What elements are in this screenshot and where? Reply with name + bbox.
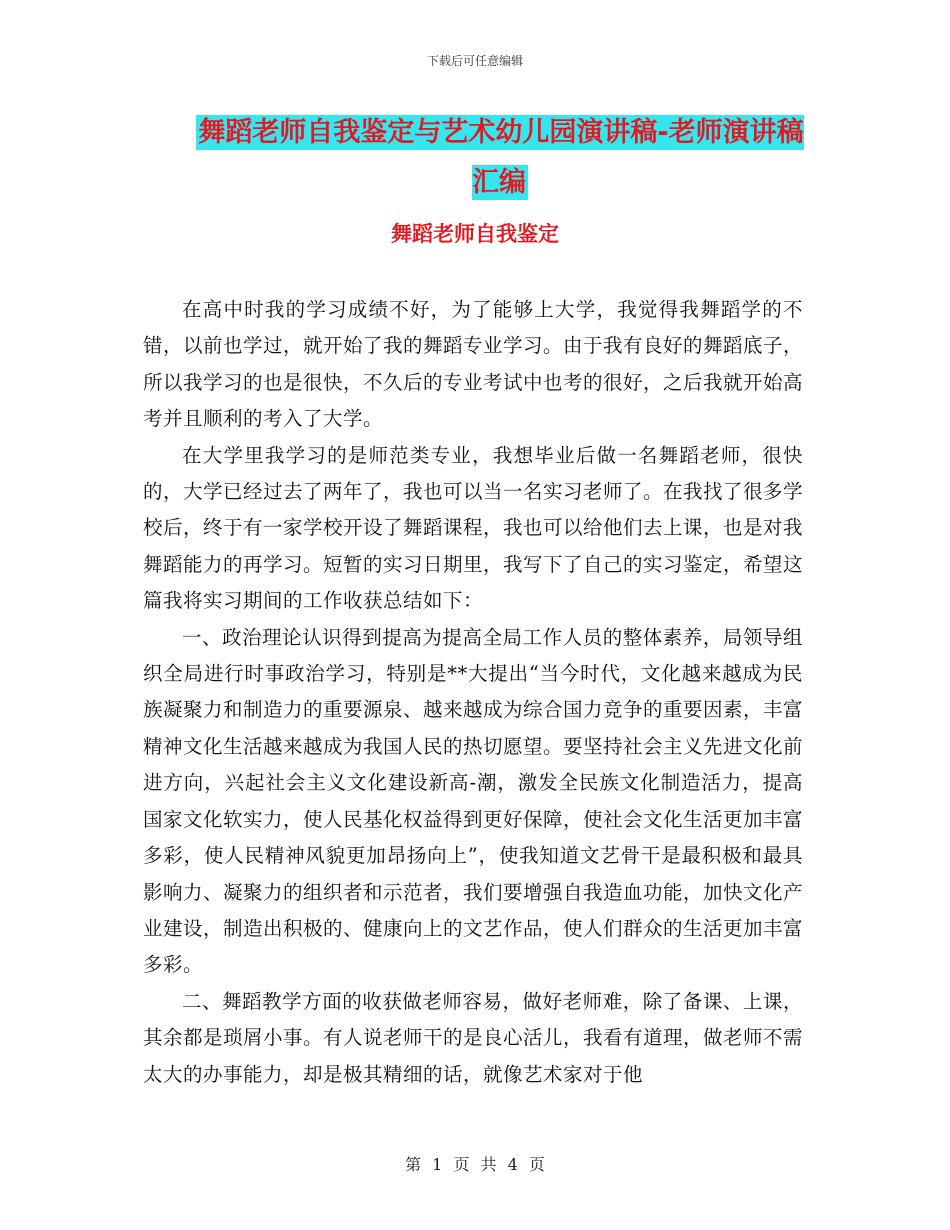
document-title-text: 舞蹈老师自我鉴定与艺术幼儿园演讲稿-老师演讲稿汇编: [198, 117, 804, 198]
document-body: [143, 292, 803, 1093]
paragraph: 二、舞蹈教学方面的收获做老师容易，做好老师难，除了备课、上课，其余都是琐屑小事。有人说老师干的是良心活儿，我看有道理，做老师不需太大的办事能力，却是极其精细的话，就像艺术家对于他: [143, 989, 804, 1086]
section-heading: 舞蹈老师自我鉴定: [391, 222, 559, 246]
header-note: 下载后可任意编辑: [426, 54, 523, 68]
document-title: [185, 108, 815, 208]
paragraph: 在大学里我学习的是师范类专业，我想毕业后做一名舞蹈老师，很快的，大学已经过去了两年了，我也可以当一名实习老师了。在我找了很多学校后，终于有一家学校开设了舞蹈课程，我也可以给他们去上课，也是对我舞蹈能力的再学习。短暂的实习日期里，我写下了自己的实习鉴定，希望这篇我将实习期间的工作收获总结如下：: [143, 443, 804, 613]
page-footer: 第 1 页 共 4 页: [405, 1155, 545, 1174]
paragraph: 在高中时我的学习成绩不好，为了能够上大学，我觉得我舞蹈学的不错，以前也学过，就开始了我的舞蹈专业学习。由于我有良好的舞蹈底子，所以我学习的也是很快，不久后的专业考试中也考的很好，之后我就开始高考并且顺利的考入了大学。: [143, 298, 804, 431]
paragraph: 一、政治理论认识得到提高为提高全局工作人员的整体素养，局领导组织全局进行时事政治学习，特别是**大提出“当今时代，文化越来越成为民族凝聚力和制造力的重要源泉、越来越成为综合国力竞争的重要因素，丰富精神文化生活越来越成为我国人民的热切愿望。要坚持社会主义先进文化前进方向，兴起社会主义文化建设新高-潮，激发全民族文化制造活力，提高国家文化软实力，使人民基化权益得到更好保障，使社会文化生活更加丰富多彩，使人民精神风貌更加昂扬向上”，使我知道文艺骨干是最积极和最具影响力、凝聚力的组织者和示范者，我们要增强自我造血功能，加快文化产业建设，制造出积极的、健康向上的文艺作品，使人们群众的生活更加丰富多彩。: [143, 625, 804, 977]
